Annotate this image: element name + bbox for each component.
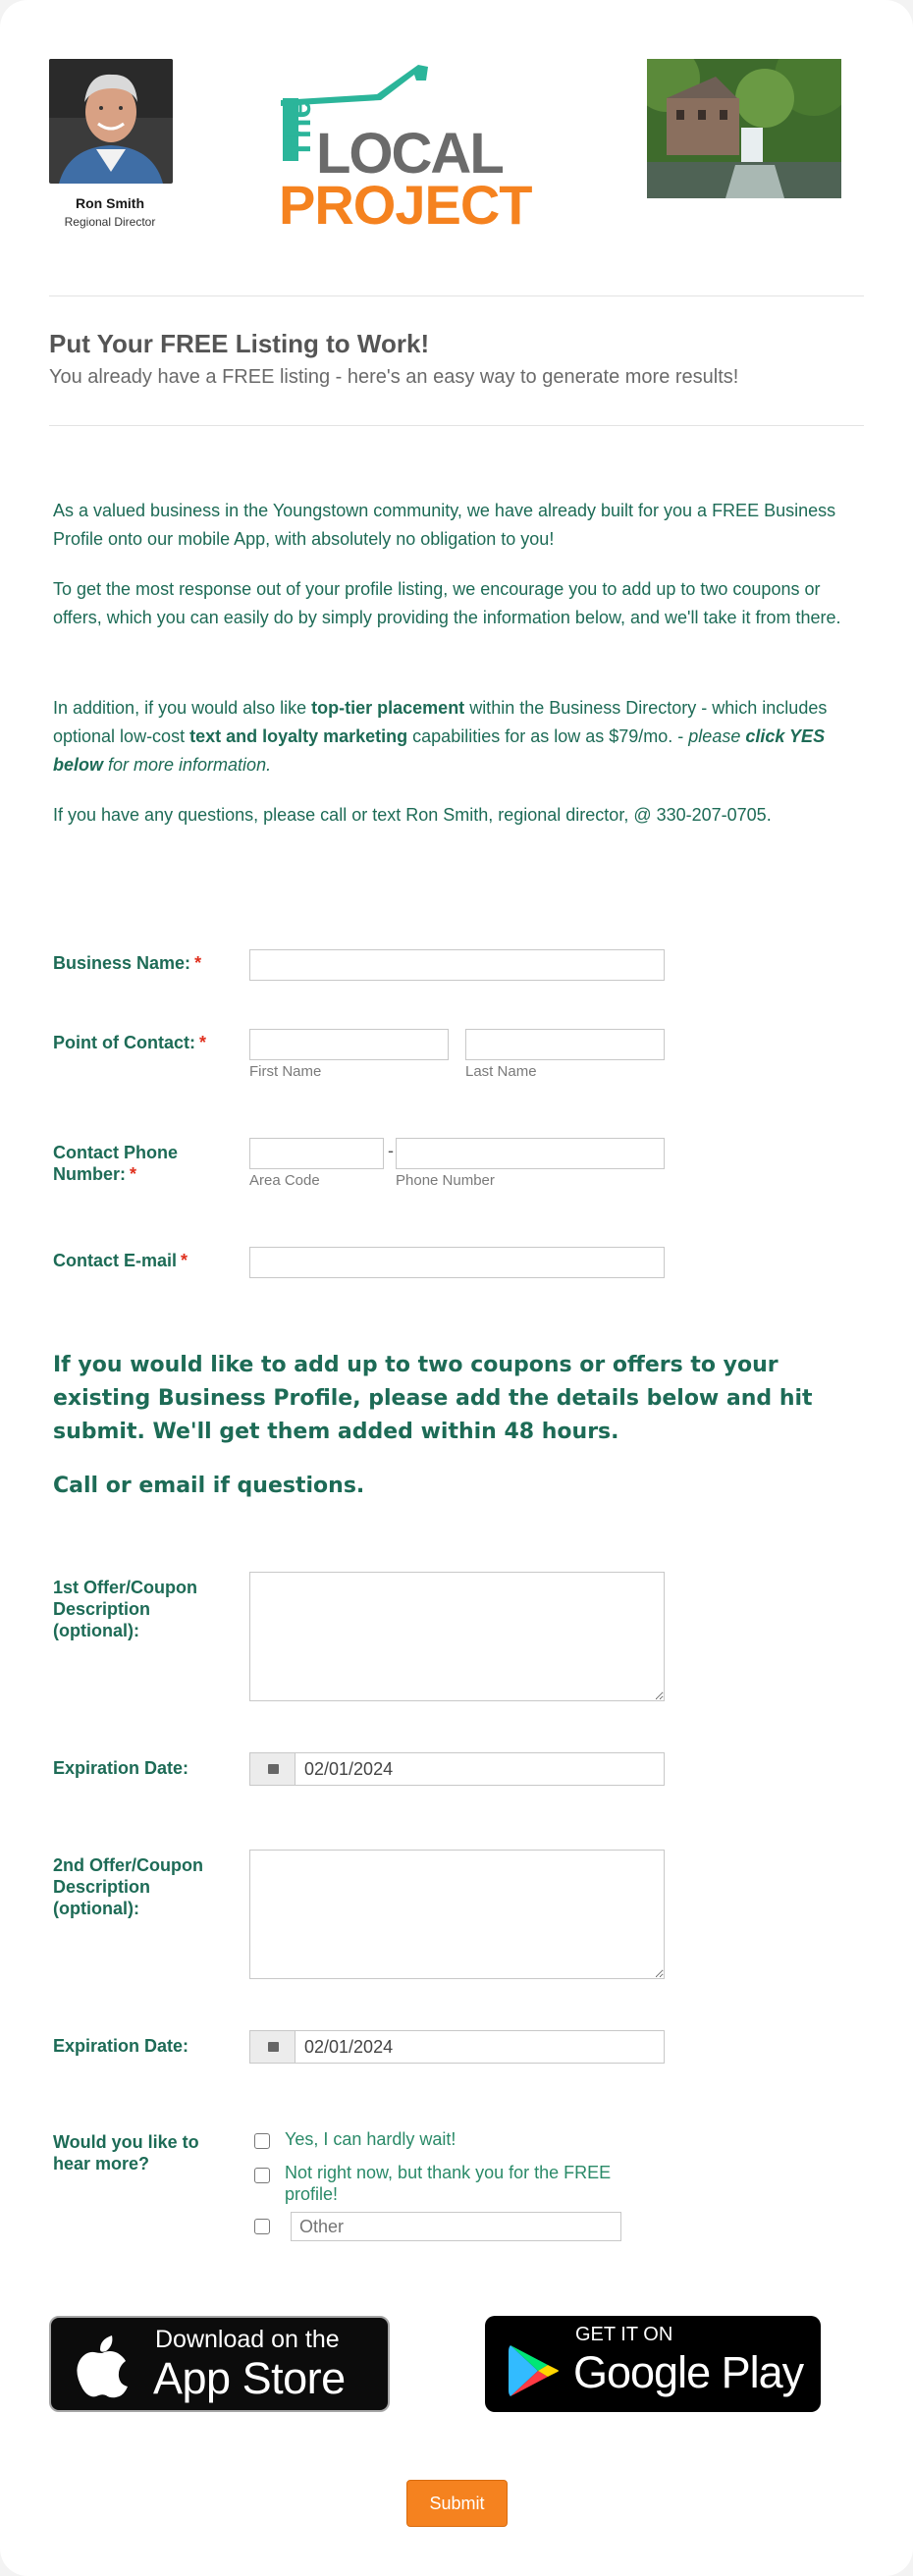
logo-the-text: The [281,99,318,159]
option-other-checkbox[interactable] [254,2219,270,2234]
google-play-badge[interactable] [485,2316,821,2412]
logo-project-text: PROJECT [279,174,532,230]
expiration1-label: Expiration Date: [53,1758,189,1778]
last-name-hint: Last Name [465,1063,537,1080]
expiration2-value[interactable]: 02/01/2024 [304,2037,394,2057]
google-play-bottom-text: Google Play [573,2347,804,2397]
expiration1-value[interactable]: 02/01/2024 [304,1759,394,1779]
mill-photo [647,59,841,198]
contact-label-text: Point of Contact: [53,1033,195,1052]
option-no-label[interactable]: Not right now, but thank you for the FREE profile! [285,2163,612,2204]
submit-button[interactable]: Submit [406,2480,508,2527]
required-mark: * [198,1033,206,1052]
director-photo [49,59,173,184]
first-name-input[interactable] [249,1029,449,1060]
p3-text-a: In addition, if you would also like [53,698,312,718]
page-title: Put Your FREE Listing to Work! [49,329,430,358]
phone-number-input[interactable] [396,1138,665,1169]
p3-italic-please: please [688,726,746,746]
email-label [53,1250,240,1271]
intro-paragraph-2: To get the most response out of your profile listing, we encourage you to add up to two coupons or offers, which you can easily do by simply providing the information below, and we'll take it from there. [53,579,841,627]
google-play-top-text: GET IT ON [575,2324,673,2345]
offer2-textarea[interactable] [249,1850,665,1979]
offer2-label: 2nd Offer/Coupon Description (optional): [53,1855,203,1918]
phone-dash: - [388,1141,394,1160]
calendar-icon[interactable] [250,1753,295,1785]
divider-top [49,295,864,296]
local-project-logo [271,57,550,230]
intro-paragraph-1: As a valued business in the Youngstown community, we have already built for you a FREE Business Profile onto our mobile App, with absolutely no obligation to you! [53,501,836,549]
p3-click-yes: click YES below [53,726,826,775]
intro-paragraph-3 [53,694,864,779]
logo-local-text: LOCAL [316,122,503,186]
director-name: Ron Smith [76,195,144,211]
offer1-label: 1st Offer/Coupon Description (optional): [53,1578,197,1640]
phone-label-text: Contact Phone Number: [53,1143,179,1184]
app-store-badge[interactable] [49,2316,390,2412]
phone-number-hint: Phone Number [396,1172,495,1189]
required-mark: * [181,1251,188,1270]
p3-italic-more: for more information. [103,755,272,775]
phone-label [53,1142,200,1185]
business-name-label [53,952,240,974]
required-mark: * [194,953,202,973]
option-other-input[interactable] [291,2212,621,2241]
expiration2-label: Expiration Date: [53,2036,189,2056]
page-subtitle: You already have a FREE listing - here's an easy way to generate more results! [49,366,739,388]
intro-paragraph-4: If you have any questions, please call or text Ron Smith, regional director, @ 330-207-0705. [53,805,772,825]
p3-bold-marketing: text and loyalty marketing [189,726,408,746]
area-code-input[interactable] [249,1138,384,1169]
calendar-icon[interactable] [250,2031,295,2063]
option-yes-checkbox[interactable] [254,2133,270,2149]
business-name-label-text: Business Name: [53,953,191,973]
director-role: Regional Director [64,215,156,229]
expiration1-date-field[interactable] [249,1752,665,1786]
business-name-input[interactable] [249,949,665,981]
p3-bold-placement: top-tier placement [311,698,465,718]
email-label-text: Contact E-mail [53,1251,178,1270]
option-no-checkbox[interactable] [254,2168,270,2183]
p3-text-e: capabilities for as low as $79/mo. - [407,726,689,746]
area-code-hint: Area Code [249,1172,320,1189]
email-input[interactable] [249,1247,665,1278]
contact-label [53,1032,240,1053]
last-name-input[interactable] [465,1029,665,1060]
first-name-hint: First Name [249,1063,322,1080]
coupon-call-text: Call or email if questions. [53,1474,365,1498]
option-yes-label[interactable]: Yes, I can hardly wait! [285,2129,456,2149]
coupon-intro-text: If you would like to add up to two coupons or offers to your existing Business Profile, please add the details below and hit submit. We'll get them added within 48 hours. [53,1353,813,1444]
hear-more-label: Would you like to hear more? [53,2132,199,2174]
expiration2-date-field[interactable] [249,2030,665,2064]
offer1-textarea[interactable] [249,1572,665,1701]
app-store-top-text: Download on the [155,2326,340,2353]
p3-text-c: within the Business Directory - which includes optional low-cost [53,698,828,746]
required-mark: * [130,1164,137,1184]
apple-icon [75,2332,130,2398]
app-store-bottom-text: App Store [153,2353,346,2403]
divider-intro [49,425,864,426]
google-play-icon [507,2343,562,2398]
